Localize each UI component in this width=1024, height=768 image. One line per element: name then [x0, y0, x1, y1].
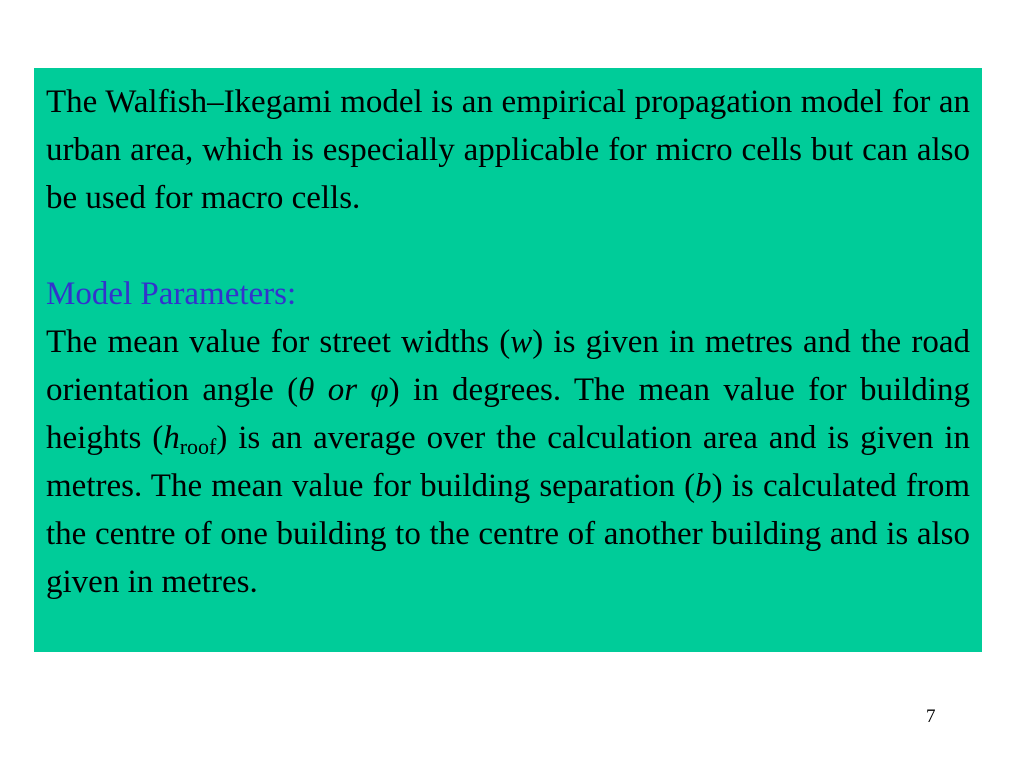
paragraph-spacer: [46, 222, 970, 270]
body-text-1: The mean value for street widths (: [46, 324, 511, 360]
symbol-theta: θ: [298, 372, 315, 408]
symbol-b: b: [695, 468, 712, 504]
content-box: [34, 68, 982, 652]
parameters-paragraph: [46, 318, 970, 606]
body-text-2: ) is given in metres and the road orientation angle (: [46, 324, 970, 408]
intro-paragraph: The Walfish–Ikegami model is an empirical propagation model for an urban area, which is especially applicable for micro cells but can also be used for macro cells.: [46, 84, 970, 216]
body-text-3: ) in degrees. The mean value for building heights (: [46, 372, 970, 456]
subscript-roof: roof: [179, 434, 217, 459]
body-text-5: ) is calculated from the centre of one building to the centre of another building and is also given in metres.: [46, 468, 970, 600]
page-number: 7: [926, 706, 936, 727]
body-text-4: ) is an average over the calculation area and is given in metres. The mean value for building separation (: [46, 420, 970, 504]
symbol-h: h: [163, 420, 180, 456]
word-or: or: [314, 372, 371, 408]
symbol-w: w: [510, 324, 533, 360]
symbol-phi: φ: [370, 372, 389, 408]
section-heading: Model Parameters:: [46, 276, 297, 312]
